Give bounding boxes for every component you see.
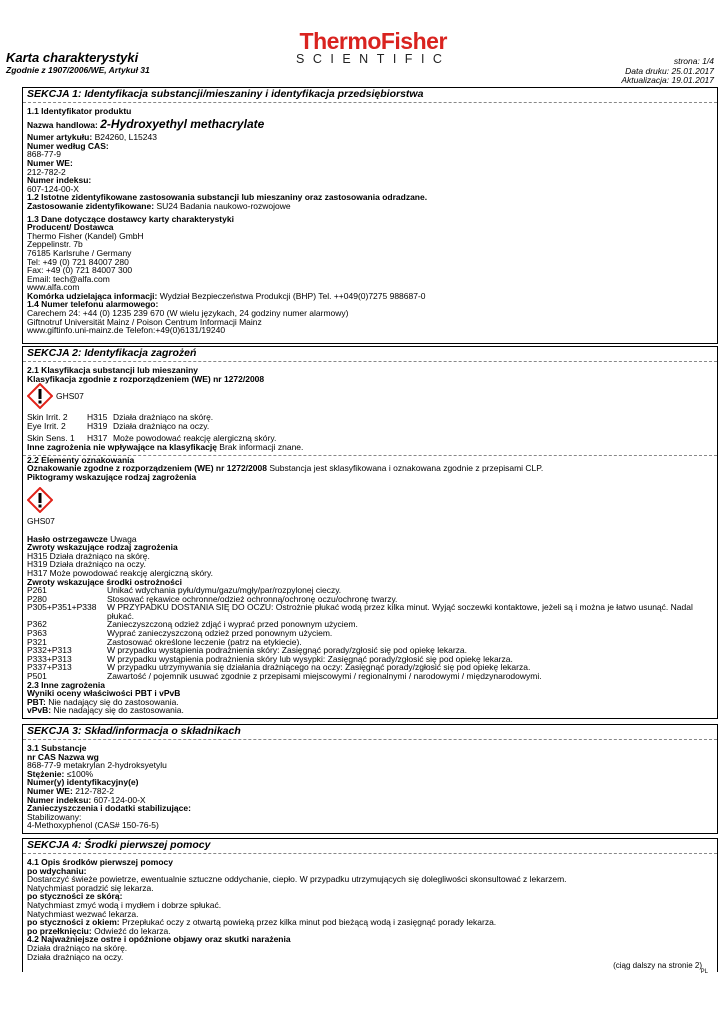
heading-4-2: 4.2 Najważniejsze ostre i opóźnione objawy oraz skutki narażenia (27, 934, 291, 945)
hazard-class: Eye Irrit. 2 (27, 420, 66, 431)
address-line: Zeppelinstr. 7b (27, 239, 83, 250)
use-label: Zastosowanie zidentyfikowane: (27, 200, 155, 211)
heading-1-4: 1.4 Numer telefonu alarmowego: (27, 299, 159, 310)
exclamation-hazard-icon (27, 383, 53, 409)
stabilizer-line: Stabilizowany: (27, 811, 82, 822)
hazard-class: Skin Irrit. 2 (27, 412, 68, 423)
p-statement: P501 Zawartość / pojemnik usuwać zgodnie z przepisami miejscowymi / regionalnymi / narodowymi / międzynarodowymi. (27, 671, 542, 682)
hazard-code: H317 (87, 433, 108, 444)
we-value: 212-782-2 (27, 166, 66, 177)
hazard-text: Działa drażniąco na oczy. (113, 420, 210, 431)
section-2-title: SEKCJA 2: Identyfikacja zagrożeń (23, 347, 717, 362)
cas-value: 868-77-9 (27, 149, 62, 160)
address-line: 76185 Karlsruhe / Germany (27, 247, 132, 258)
vpvb-line: vPvB: Nie nadający się do zastosowania. (27, 705, 184, 716)
article-number-label: Numer artykułu: (27, 132, 93, 143)
hazard-text: Może powodować reakcję alergiczną skóry. (113, 433, 277, 444)
concentration-line: Stężenie: ≤100% (27, 768, 94, 779)
use-line (27, 202, 713, 211)
emergency-line: www.giftinfo.uni-mainz.de Telefon:+49(0)6131/19240 (27, 325, 226, 336)
logo-bottom-text: SCIENTIFIC (296, 52, 451, 66)
inhalation-text: Natychmiast poradzić się lekarza. (27, 882, 154, 893)
inhalation-text: Dostarczyć świeże powietrze, ewentualnie sztuczne oddychanie, ciepło. W przypadku utrzymujących się dolegliwości skonsultować z lekarzem. (27, 874, 567, 885)
print-date: Data druku: 25.01.2017 (625, 66, 714, 76)
article-number-value: B24260, L15243 (94, 132, 157, 143)
precaution-statements-label: Zwroty wskazujące środki ostrożności (27, 576, 182, 587)
signal-word-label: Hasło ostrzegawcze (27, 533, 108, 544)
document-subtitle: Zgodnie z 1907/2006/WE, Artykuł 31 (6, 65, 150, 75)
info-value: Wydział Bezpieczeństwa Produkcji (BHP) Tel. ++049(0)7275 988687-0 (159, 290, 426, 301)
exclamation-hazard-icon (27, 487, 53, 513)
other-hazards-line (27, 443, 713, 452)
info-label: Komórka udzielająca informacji: (27, 290, 158, 301)
stabilizer-line: 4-Methoxyphenol (CAS# 150-76-5) (27, 820, 159, 831)
trade-name: 2-Hydroxyethyl methacrylate (100, 116, 265, 131)
heading-1-3: 1.3 Dane dotyczące dostawcy karty charakterystyki (27, 213, 234, 224)
use-value: SU24 Badania naukowo-rozwojowe (156, 200, 291, 211)
hazard-class: Skin Sens. 1 (27, 433, 75, 444)
p-statement: P362 Zanieczyszczoną odzież zdjąć i wyprać przed ponownym użyciem. (27, 619, 358, 630)
continued-note: (ciąg dalszy na stronie 2) (613, 961, 702, 970)
skin-contact-label: po styczności ze skórą: (27, 891, 123, 902)
ghs-label: GHS07 (56, 390, 84, 401)
we-label: Numer WE: (27, 157, 73, 168)
p-statement: P321 Zastosować określone leczenie (patrz na etykiecie). (27, 636, 302, 647)
impurities-label: Zanieczyszczenia i dodatki stabilizujące: (27, 803, 191, 814)
update-date: Aktualizacja: 19.01.2017 (621, 75, 714, 85)
document-title: Karta charakterystyki (6, 50, 139, 65)
section-3 (22, 724, 718, 834)
other-hazards-value: Brak informacji znane. (219, 441, 304, 452)
p-statement: P333+P313 W przypadku wystąpienia podrażnienia skóry lub wysypki: Zasięgnąć porady/zgłosić się pod opiekę lekarza. (27, 653, 513, 664)
pictogram-label: Piktogramy wskazujące rodzaj zagrożenia (27, 471, 197, 482)
section-4-title: SEKCJA 4: Środki pierwszej pomocy (23, 839, 717, 854)
section-1 (22, 87, 718, 344)
hazard-text: Działa drażniąco na skórę. (113, 412, 214, 423)
heading-4-1: 4.1 Opis środków pierwszej pomocy (27, 857, 173, 867)
h-statement: H319 Działa drażniąco na oczy. (27, 559, 146, 570)
inhalation-label: po wdychaniu: (27, 865, 87, 876)
skin-contact-text: Natychmiast zmyć wodą i mydłem i dobrze spłukać. (27, 899, 222, 910)
producer-label: Producent/ Dostawca (27, 222, 114, 233)
thermofisher-logo (296, 30, 450, 66)
p-statement: P363 Wyprać zanieczyszczoną odzież przed ponownym użyciem. (27, 628, 333, 639)
hazard-row (27, 422, 713, 431)
we-line: Numer WE: 212-782-2 (27, 785, 114, 796)
hazard-code: H315 (87, 412, 108, 423)
article-number-line (27, 133, 713, 142)
p-statement: P332+P313 W przypadku wystąpienia podrażnienia skóry: Zasięgnąć porady/zgłosić się pod opiekę lekarza. (27, 645, 468, 656)
page-number: strona: 1/4 (673, 56, 714, 66)
cas-name-heading: nr CAS Nazwa wg (27, 751, 99, 762)
other-hazards-label: Inne zagrożenia nie wpływające na klasyfikację (27, 441, 217, 452)
section-2 (22, 346, 718, 719)
ghs-label: GHS07 (27, 515, 55, 526)
h-statement: H317 Może powodować reakcję alergiczną skóry. (27, 567, 213, 578)
p-statement: P337+P313 W przypadku utrzymywania się działania drażniącego na oczy: Zasięgnąć porady/zgłosić się pod opiekę lekarza. (27, 662, 531, 673)
classification-heading: Klasyfikacja zgodnie z rozporządzeniem (WE) nr 1272/2008 (27, 373, 265, 384)
labelling-value: Substancja jest sklasyfikowana i oznakowana zgodnie z przepisami CLP. (269, 463, 544, 474)
emergency-line: Giftnotruf Universität Mainz / Poison Centrum Informacji Mainz (27, 316, 262, 327)
section-4 (22, 838, 718, 972)
symptom-line: Działa drażniąco na oczy. (27, 951, 124, 962)
heading-1-1: 1.1 Identyfikator produktu (27, 106, 132, 116)
hazard-statements-label: Zwroty wskazujące rodzaj zagrożenia (27, 542, 178, 553)
pbt-heading: Wyniki oceny właściwości PBT i vPvB (27, 688, 181, 699)
website-line: www.alfa.com (27, 282, 80, 293)
identifiers-label: Numer(y) identyfikacyjny(e) (27, 777, 139, 788)
p-statement: P261 Unikać wdychania pyłu/dymu/gazu/mgły/par/rozpylonej cieczy. (27, 585, 342, 596)
index-value: 607-124-00-X (27, 183, 79, 194)
heading-3-1: 3.1 Substancje (27, 743, 87, 753)
section-1-title: SEKCJA 1: Identyfikacja substancji/mieszaniny i identyfikacja przedsiębiorstwa (23, 88, 717, 103)
cas-label: Numer według CAS: (27, 140, 109, 151)
skin-contact-text: Natychmiast wezwać lekarza. (27, 908, 139, 919)
language-code: PL (700, 969, 708, 975)
trade-name-line (27, 116, 713, 131)
trade-name-label: Nazwa handlowa: (27, 119, 98, 130)
ghs-row (27, 383, 713, 409)
phone-line: Tel: +49 (0) 721 84007 280 (27, 256, 129, 267)
index-line: Numer indeksu: 607-124-00-X (27, 794, 146, 805)
index-label: Numer indeksu: (27, 175, 92, 186)
labelling-label: Oznakowanie zgodne z rozporządzeniem (WE) nr 1272/2008 (27, 463, 267, 474)
heading-2-3: 2.3 Inne zagrożenia (27, 679, 105, 690)
hazard-code: H319 (87, 420, 108, 431)
logo-top-text: ThermoFisher (299, 28, 447, 54)
emergency-line: Carechem 24: +44 (0) 1235 239 670 (W wielu językach, 24 godziny numer alarmowy) (27, 308, 349, 319)
heading-2-2: 2.2 Elementy oznakowania (27, 454, 135, 465)
cas-name-line: 868-77-9 metakrylan 2-hydroksyetylu (27, 760, 167, 771)
signal-word-value: Uwaga (110, 533, 137, 544)
heading-2-1: 2.1 Klasyfikacja substancji lub mieszaniny (27, 365, 199, 375)
pbt-line: PBT: Nie nadający się do zastosowania. (27, 696, 179, 707)
swallowing-line: po przełknięciu: Odwieźć do lekarza. (27, 925, 171, 936)
fax-line: Fax: +49 (0) 721 84007 300 (27, 265, 133, 276)
eye-contact-line: po styczności z okiem: Przepłukać oczy z otwartą powieką przez kilka minut pod bieżącą wodą i zasięgnąć porady lekarza. (27, 917, 497, 928)
address-line: Thermo Fisher (Kandel) GmbH (27, 230, 144, 241)
h-statement: H315 Działa drażniąco na skórę. (27, 550, 150, 561)
section-3-title: SEKCJA 3: Skład/informacja o składnikach (23, 725, 717, 740)
email-line: Email: tech@alfa.com (27, 273, 110, 284)
symptom-line: Działa drażniąco na skórę. (27, 942, 128, 953)
heading-1-2: 1.2 Istotne zidentyfikowane zastosowania substancji lub mieszaniny oraz zastosowania odradzane. (27, 192, 428, 203)
p-statement: P305+P351+P338 W PRZYPADKU DOSTANIA SIĘ DO OCZU: Ostrożnie płukać wodą przez kilka minut. Wyjąć soczewki kontaktowe, jeżeli są i można je łatwo usunąć. Nadal płukać. (27, 602, 693, 621)
p-statement: P280 Stosować rękawice ochronne/odzież ochronną/ochronę oczu/ochronę twarzy. (27, 593, 398, 604)
